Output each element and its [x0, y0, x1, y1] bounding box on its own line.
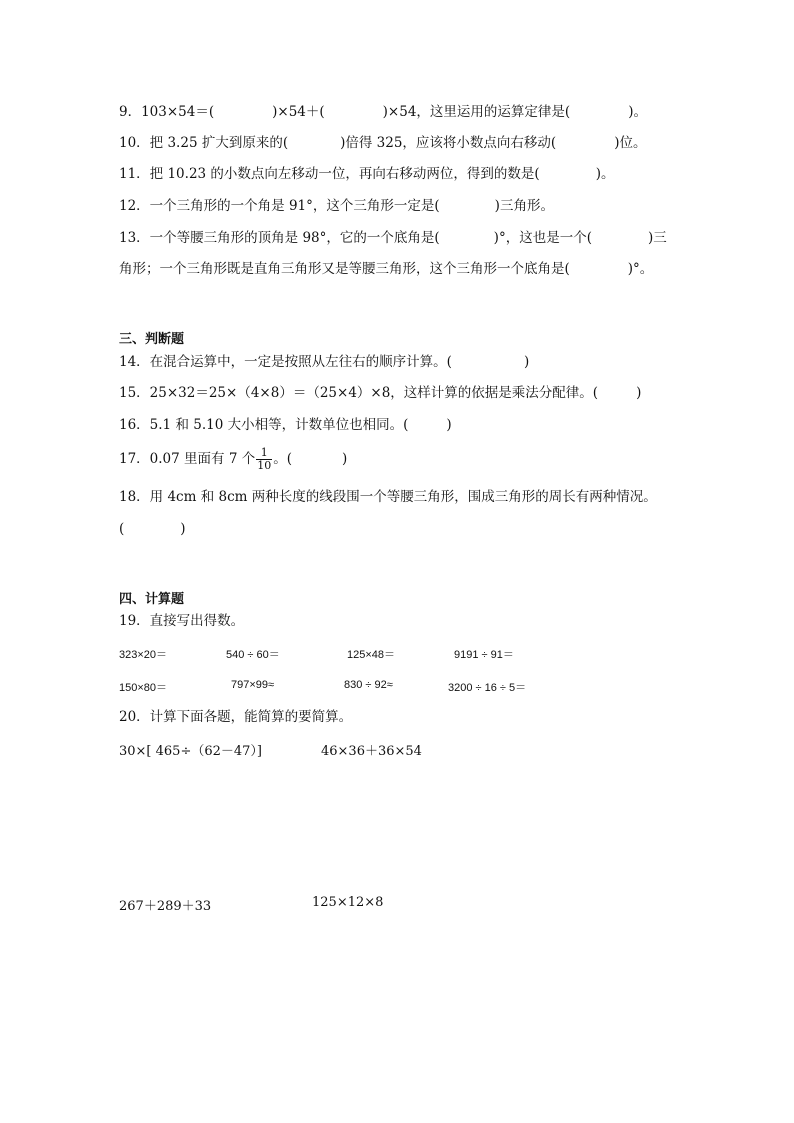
question-13: 13．一个等腰三角形的顶角是 98°，它的一个底角是( )°，这也是一个( )三 [119, 230, 667, 246]
calc-item: 830 ÷ 92≈ [344, 679, 393, 691]
question-10: 10．把 3.25 扩大到原来的( )倍得 325，应该将小数点向右移动( )位。 [119, 135, 647, 151]
section-heading-calc: 四、计算题 [119, 592, 185, 607]
calc-expression: 30×[ 465÷（62－47）] [119, 744, 263, 759]
calc-expression: 125×12×8 [312, 895, 384, 910]
question-13-continued: 角形；一个三角形既是直角三角形又是等腰三角形，这个三角形一个底角是( )°。 [119, 261, 654, 277]
fraction: $\frac{1}{10}$ [257, 446, 272, 472]
question-16: 16．5.1 和 5.10 大小相等，计数单位也相同。( ) [119, 417, 452, 433]
calc-item: 125×48＝ [347, 649, 396, 661]
calc-item: 150×80＝ [119, 682, 168, 694]
calc-item: 323×20＝ [119, 649, 168, 661]
calc-expression: 267＋289＋33 [119, 899, 212, 914]
question-12: 12．一个三角形的一个角是 91°，这个三角形一定是( )三角形。 [119, 198, 554, 214]
calc-item: 540 ÷ 60＝ [226, 649, 280, 661]
calc-item: 9191 ÷ 91＝ [454, 649, 514, 661]
question-18-continued: ( ) [119, 521, 186, 537]
section-heading-judge: 三、判断题 [119, 332, 185, 347]
question-19: 19．直接写出得数。 [119, 613, 245, 629]
question-9: 9．103×54＝( )×54＋( )×54，这里运用的运算定律是( )。 [119, 104, 647, 120]
question-17: 17．0.07 里面有 7 个 $\frac{1}{10}$ 。( ) [119, 446, 348, 472]
question-20: 20．计算下面各题，能简算的要简算。 [119, 709, 353, 725]
question-15: 15．25×32＝25×（4×8）＝（25×4）×8，这样计算的依据是乘法分配律。( ) [119, 385, 642, 401]
question-14: 14．在混合运算中，一定是按照从左往右的顺序计算。( ) [119, 354, 530, 370]
calc-item: 797×99≈ [231, 679, 275, 691]
calc-item: 3200 ÷ 16 ÷ 5＝ [448, 682, 527, 694]
calc-expression: 46×36＋36×54 [321, 744, 422, 759]
question-18: 18．用 4cm 和 8cm 两种长度的线段围一个等腰三角形，围成三角形的周长有两种情况。 [119, 489, 657, 505]
question-11: 11．把 10.23 的小数点向左移动一位，再向右移动两位，得到的数是( )。 [119, 166, 615, 182]
